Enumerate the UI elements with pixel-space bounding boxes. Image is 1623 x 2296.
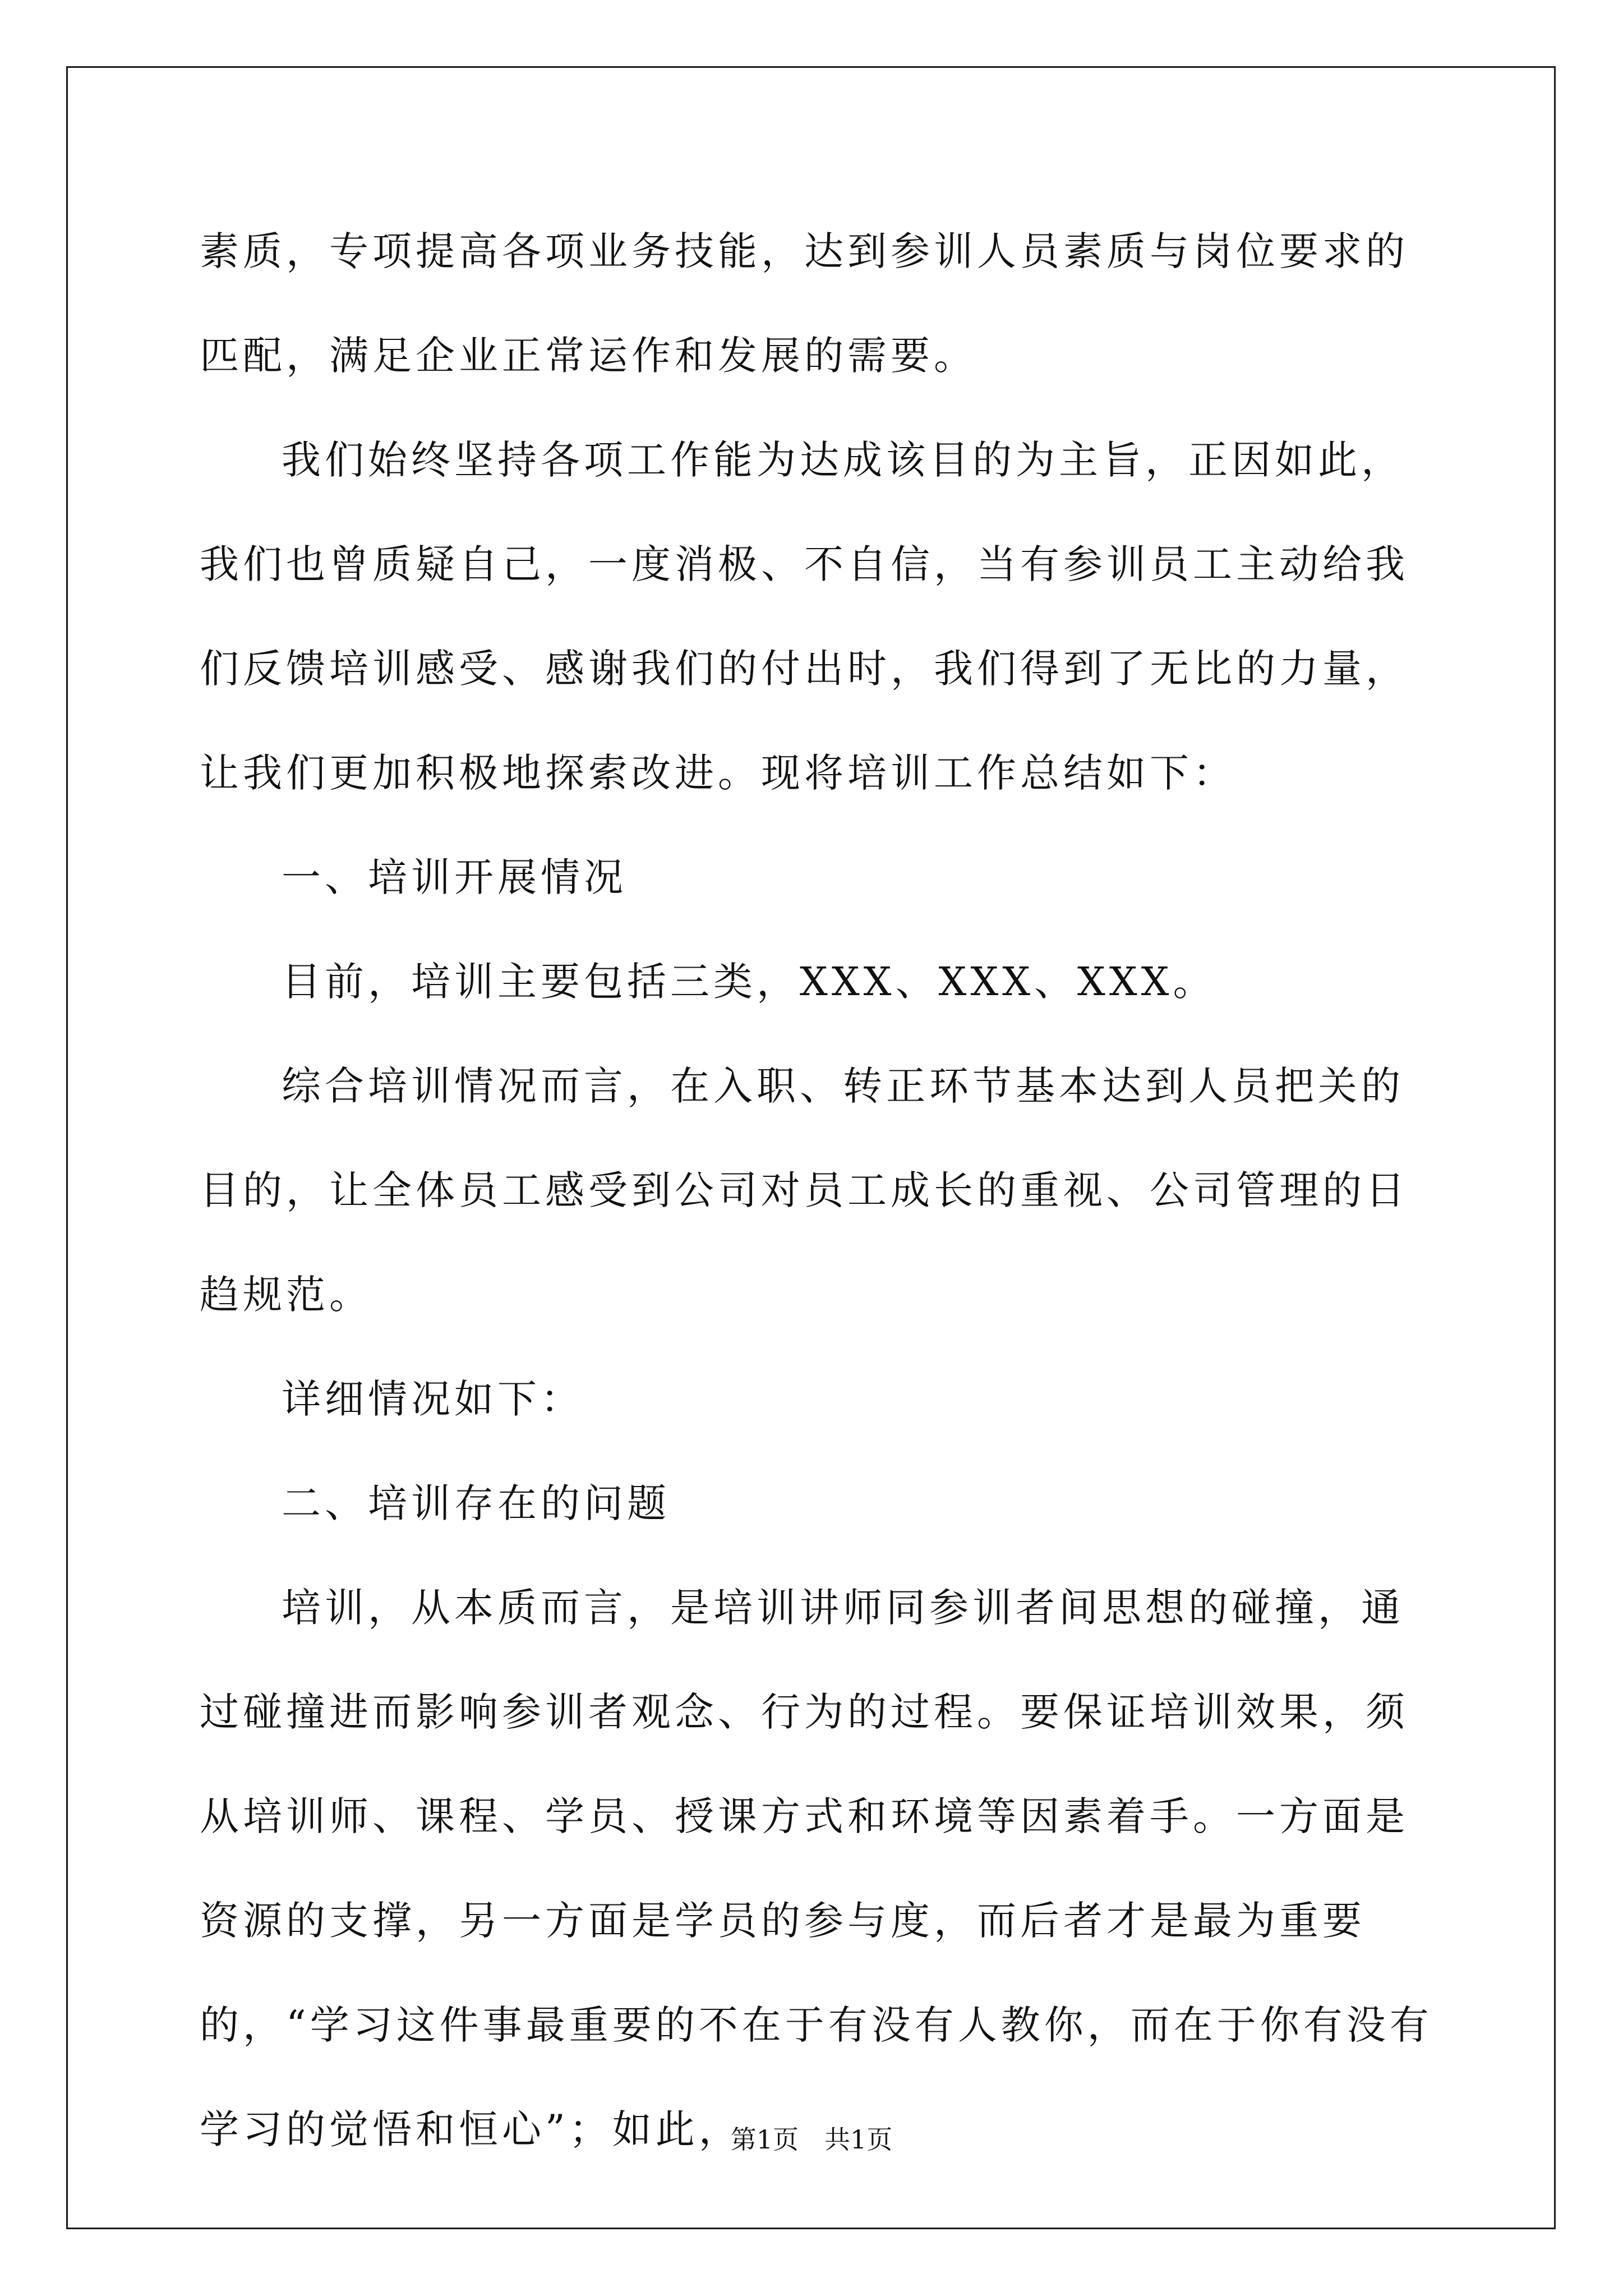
section-heading-1: 一、培训开展情况	[282, 854, 627, 900]
paragraph-3: 目前，培训主要包括三类，XXX、XXX、XXX。	[282, 959, 1216, 1005]
section-heading-2: 二、培训存在的问题	[282, 1480, 670, 1526]
paragraph-6: 培训，从本质而言，是培训讲师同参训者间思想的碰撞，通过碰撞进而影响参训者观念、行为的过程。要保证培训效果，须从培训师、课程、学员、授课方式和环境等因素着手。一方面是资源的支撑，另一方面是学员的参与度，而后者才是最为重要的，“学习这件事最重要的不在于有没有人教你，而在于你有没有学习的觉悟和恒心”；如此，	[200, 1585, 1433, 2152]
page-footer: 第1页 共1页	[730, 2124, 893, 2155]
paragraph-5: 详细情况如下：	[282, 1376, 584, 1422]
paragraph-1: 素质，专项提高各项业务技能，达到参训人员素质与岗位要求的匹配，满足企业正常运作和发展的需要。	[200, 228, 1409, 379]
document-body	[200, 199, 1445, 2182]
paragraph-4: 综合培训情况而言，在入职、转正环节基本达到人员把关的目的，让全体员工感受到公司对员工成长的重视、公司管理的日趋规范。	[200, 1063, 1409, 1318]
paragraph-2: 我们始终坚持各项工作能为达成该目的为主旨，正因如此，我们也曾质疑自己，一度消极、不自信，当有参训员工主动给我们反馈培训感受、感谢我们的付出时，我们得到了无比的力量，让我们更加积极地探索改进。现将培训工作总结如下：	[200, 437, 1409, 796]
